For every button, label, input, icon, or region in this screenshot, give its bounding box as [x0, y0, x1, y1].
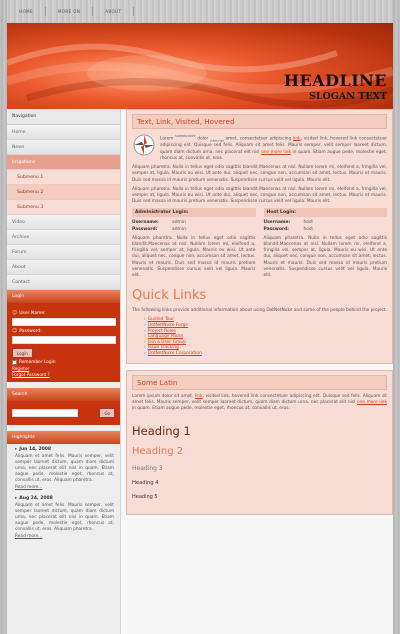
- quick-links-list: [144, 317, 387, 356]
- heading-5: Heading 5: [132, 494, 158, 501]
- search-go-button[interactable]: Go: [99, 408, 115, 418]
- sidebar-item-irrigations[interactable]: Irrigations: [7, 155, 120, 170]
- inline-link[interactable]: link: [292, 136, 301, 142]
- host-username: host: [303, 220, 313, 226]
- host-password: host: [303, 226, 313, 232]
- sidebar-subitem-2[interactable]: Submenu 2: [7, 185, 120, 200]
- quick-link-label[interactable]: DotNetNuke Corporation: [147, 351, 202, 356]
- read-more-link[interactable]: Read more...: [15, 534, 43, 539]
- admin-username: admin: [172, 220, 186, 226]
- slogan-text: SLOGAN TEXT: [308, 91, 387, 102]
- host-password-row: [264, 227, 388, 232]
- navigation-title: Navigation: [7, 109, 120, 125]
- search-input[interactable]: [12, 409, 78, 417]
- highlight-date: ▸ Aug 24, 2008: [15, 496, 114, 501]
- highlights-list: [7, 444, 120, 542]
- password-key: Password:: [263, 226, 289, 232]
- sidebar-item-home[interactable]: Home: [7, 125, 120, 140]
- key-icon: ☺: [12, 328, 18, 334]
- header-banner: [7, 23, 393, 109]
- panel-title: Text, Link, Visited, Hovered: [132, 114, 387, 129]
- superscript-text: SUPERSCRIPT: [175, 134, 196, 138]
- highlight-item: [7, 493, 120, 542]
- sidebar: [7, 109, 121, 634]
- highlights-title: Highlights: [7, 431, 120, 444]
- login-title: Login: [7, 290, 120, 303]
- login-button[interactable]: Login: [12, 348, 33, 358]
- quick-link[interactable]: [144, 351, 387, 357]
- sidebar-item-archive[interactable]: Archive: [7, 230, 120, 245]
- login-info: [132, 208, 387, 282]
- panel-text-links: [126, 109, 393, 364]
- sidebar-item-contact[interactable]: Contact: [7, 275, 120, 290]
- admin-password: admin: [172, 226, 186, 232]
- search-box: [7, 401, 120, 425]
- highlight-text: Aliquam et amet felis. Mauris semper, velit semper laoreet dictum, quam diam dictum urna, nec placerat elit nisl in quam. Etiam augue pede, molestie eget, rhoncus at, convallis ut, eros. Aliquam pharetra.: [15, 454, 114, 483]
- host-login-column: [264, 208, 388, 282]
- site-headline: [284, 71, 387, 102]
- remember-login-row: [12, 360, 115, 365]
- sidebar-nav: [7, 125, 120, 290]
- highlight-item: [7, 444, 120, 493]
- quick-link-label[interactable]: Language Packs: [147, 334, 184, 340]
- sidebar-subitem-1[interactable]: Submenu 1: [7, 170, 120, 185]
- heading-3: Heading 3: [132, 465, 163, 473]
- column-paragraph: Aliquam pharetra. Nulla in tellus eget odio sagittis blandit.Maecenas at nisl. Nullam lorem mi, eleifend a, fringilla vel, semper at, ligula. Mauris eu wisi. Ut ante dui, aliquet nec, congue non, accumsan sit amet, lectus. Mauris et mauris. Duis sed massa id mauris pretium venenatis. Suspendisse cursus velit vel ligula. Mauris elit.: [132, 235, 256, 279]
- search-title: Search: [7, 388, 120, 401]
- quick-links-description: The following links provide additional information about using DotNetNuke and some of the people behind the project.: [132, 308, 387, 314]
- inline-link[interactable]: one more link: [261, 149, 291, 155]
- quick-link-label[interactable]: Join a User Group: [147, 339, 187, 345]
- user-icon: ☺: [12, 310, 18, 316]
- remember-login-label: Remember Login: [19, 360, 56, 365]
- top-nav-about[interactable]: ABOUT: [93, 7, 134, 16]
- top-nav-home[interactable]: HOME: [11, 7, 46, 16]
- username-input[interactable]: [12, 318, 116, 326]
- heading-2: Heading 2: [132, 446, 184, 458]
- sidebar-item-about[interactable]: About: [7, 260, 120, 275]
- intro-text: , visited link, hovered link consectetuer adipiscing elit. Quisque sed felis. Aliquam sit amet felis. Mauris semper, velit semper laoreet dictum, quam diam dictum urna, nec placerat elit nisl: [160, 136, 387, 155]
- main-content: [126, 109, 393, 515]
- read-more-link[interactable]: Read more...: [15, 485, 43, 490]
- intro-paragraph: [160, 133, 387, 162]
- latin-text: in quam. Etiam augue pede, molestie eget, rhoncus at, convallis ut, eros.: [132, 406, 290, 411]
- top-nav-more-on[interactable]: MORE ON: [46, 7, 93, 16]
- password-label-row: [12, 328, 115, 334]
- sidebar-item-news[interactable]: News: [7, 140, 120, 155]
- username-label-row: [12, 310, 115, 316]
- latin-paragraph: [132, 394, 387, 413]
- top-nav: [7, 0, 393, 23]
- admin-username-row: [132, 220, 256, 225]
- intro-text: amet, consectetuer adipiscing: [223, 136, 293, 142]
- password-key: Password:: [132, 226, 158, 232]
- forgot-password-link[interactable]: Forgot Password ?: [12, 372, 50, 377]
- inline-link[interactable]: link: [194, 393, 203, 399]
- highlight-text: Aliquam et amet felis. Mauris semper, velit semper laoreet dictum, quam diam dictum urna, nec placerat elit nisl in quam. Etiam augue pede, molestie eget, rhoncus at, convallis ut, eros. Aliquam pharetra.: [15, 503, 114, 532]
- quick-link-label[interactable]: Guided Tour: [147, 317, 175, 323]
- subscript-text: subscript: [210, 138, 224, 143]
- quick-link-label[interactable]: Project Roles: [147, 328, 176, 334]
- admin-password-row: [132, 227, 256, 232]
- username-key: Username:: [263, 220, 291, 226]
- password-label: Password:: [19, 328, 42, 334]
- admin-login-title: Administrator Login:: [132, 208, 256, 217]
- sidebar-item-forum[interactable]: Forum: [7, 245, 120, 260]
- sidebar-subitem-3[interactable]: Submenu 3: [7, 200, 120, 215]
- body-paragraph: Aliquam pharetra. Nulla in tellus eget odio sagittis blandit.Maecenas at nisl. Nullam lorem mi, eleifend a, fringilla vel, semper at, ligula. Mauris eu wisi. Ut ante dui, aliquet nec, congue non, accumsan sit amet, lectus. Mauris et mauris. Duis sed massa id mauris pretium venenatis. Suspendisse cursus velit vel ligula. Mauris elit.: [132, 165, 387, 183]
- username-key: Username:: [132, 220, 159, 226]
- panel-title: Some Latin: [132, 375, 387, 390]
- latin-text: , visited link, hovered link consectetuer adipiscing elit. Quisque sed felis. Aliquam sit amet felis. Mauris semper, velit semper laoreet dictum, quam diam dictum urna, nec placerat elit nisl: [132, 393, 387, 405]
- heading-4: Heading 4: [132, 480, 159, 487]
- admin-login-column: [132, 208, 256, 282]
- intro-text: in quam. Etiam augue pede, molestie eget, rhoncus at, convallis ut, eros.: [160, 149, 387, 161]
- dotnetnuke-logo-icon: [132, 133, 156, 157]
- login-box: [7, 303, 120, 382]
- inline-link[interactable]: one more link: [356, 399, 387, 405]
- highlight-date: ▸ Jun 14, 2008: [15, 447, 114, 452]
- body-paragraph: Aliquam pharetra. Nulla in tellus eget odio sagittis blandit.Maecenas at nisl. Nullam lorem mi, eleifend a, fringilla vel, semper at, ligula. Mauris eu wisi. Ut ante dui, aliquet nec, congue non, accumsan sit amet, lectus. Mauris et mauris. Duis sed massa id mauris pretium venenatis. Suspendisse cursus velit vel ligula. Mauris elit.: [132, 186, 387, 205]
- intro-text: Lorem: [160, 136, 176, 142]
- column-paragraph: Aliquam pharetra. Nulla in tellus eget odio sagittis blandit.Maecenas at nisl. Nullam lorem mi, eleifend a, fringilla vel, semper at, ligula. Mauris eu wisi. Ut ante dui, aliquet nec, congue non, accumsan sit amet, lectus. Mauris et mauris. Duis sed massa id mauris pretium venenatis. Suspendisse cursus velit vel ligula. Mauris elit.: [263, 235, 387, 279]
- host-login-title: Host Login:: [264, 208, 388, 217]
- page: [7, 0, 393, 634]
- latin-text: Lorem ipsum dolor sit amet,: [132, 393, 195, 399]
- quick-links-title: Quick Links: [132, 288, 207, 304]
- sidebar-item-video[interactable]: Video: [7, 215, 120, 230]
- intro-block: [132, 133, 387, 165]
- heading-1: Heading 1: [132, 424, 191, 439]
- quick-link-label[interactable]: DotNetNuke Forge: [147, 323, 189, 329]
- headline-text: HEADLINE: [283, 71, 387, 90]
- quick-link-label[interactable]: Issue Tracking: [147, 345, 179, 351]
- username-label: User Name:: [19, 310, 46, 316]
- panel-some-latin: [126, 370, 393, 516]
- password-input[interactable]: [12, 336, 116, 344]
- register-link[interactable]: Register: [12, 366, 30, 371]
- remember-login-checkbox[interactable]: [12, 360, 17, 365]
- intro-text: dolor: [195, 136, 211, 142]
- host-username-row: [264, 220, 388, 225]
